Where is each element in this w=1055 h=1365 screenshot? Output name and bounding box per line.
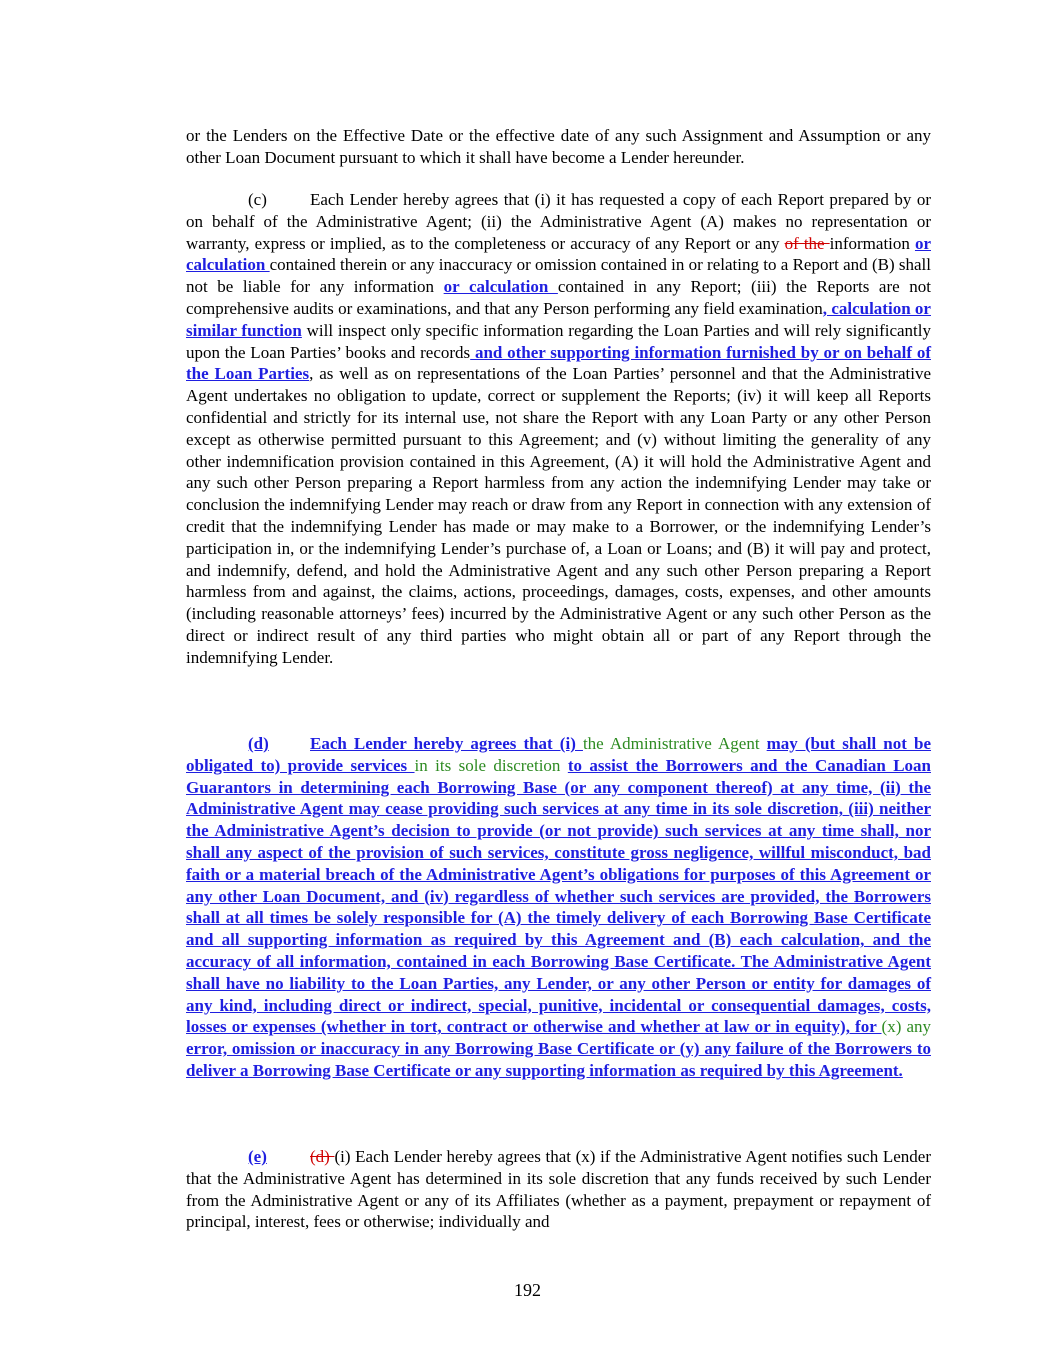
deleted-text: of the: [784, 233, 830, 253]
inserted-text: or calculation: [186, 233, 931, 275]
p2-text-2: information: [829, 233, 915, 253]
moved-text: the Administrative Agent: [582, 734, 767, 753]
inserted-text: Each Lender hereby agrees that (i): [310, 734, 583, 753]
inserted-text: or calculation: [443, 277, 558, 297]
inserted-text: , calculation or similar function: [186, 298, 931, 340]
paragraph-continuation: [186, 125, 931, 169]
inserted-text: to assist the Borrowers and the Canadian Loan Guarantors in determining each Borrowing Base (or any component thereof) at any time, (ii) the Administrative Agent may cease providing such services at any time in its sole discretion, (iii) neither the Administrative Agent’s decision to provide (or not provide) such services at any time shall, nor shall any aspect of the provision of such services, constitute gross negligence, willful misconduct, bad faith or a material breach of the Administrative Agent’s obligations for purposes of this Agreement or any other Loan Document, and (iv) regardless of whether such services are provided, the Borrowers shall at all times be solely responsible for (A) the timely delivery of each Borrowing Base Certificate and all supporting information as required by this Agreement and (B) each calculation, and the accuracy of all information, contained in each Borrowing Base Certificate. The Administrative Agent shall have no liability to the Loan Parties, any Lender, or any other Person or entity for damages of any kind, including direct or indirect, special, punitive, incidental or consequential damages, costs, losses or expenses (whether in tort, contract or otherwise and whether at law or in equity), for: [186, 755, 931, 1037]
inserted-text: may (but shall not be obligated to) provide services: [186, 734, 932, 775]
label-d: (d): [248, 734, 269, 753]
p2-text-6: , as well as on representations of the Loan Parties’ personnel and that the Administrative Agent undertakes no obligation to update, correct or supplement the Reports; (iv) it will keep all Reports confidential and strictly for its internal use, not share the Report with any Loan Party or any other Person except as otherwise permitted pursuant to this Agreement; and (v) without limiting the generality of any other indemnification provision contained in this Agreement, (A) it will hold the Administrative Agent and any such other Person preparing a Report harmless from any action the indemnifying Lender may take or conclusion the indemnifying Lender may reach or draw from any Report in connection with any extension of credit that the indemnifying Lender has made or may make to a Borrower, or the indemnifying Lender’s participation in, or the indemnifying Lender’s purchase of, a Loan or Loans; and (B) it will pay and protect, and indemnify, defend, and hold the Administrative Agent and any such other Person preparing a Report harmless from and against, the claims, actions, proceedings, damages, costs, expenses, and other amounts (including reasonable attorneys’ fees) incurred by the Administrative Agent or any such other Person as the direct or indirect result of any third parties who might obtain all or part of any Report through the indemnifying Lender.: [186, 364, 931, 667]
paragraph-c: [186, 189, 931, 669]
moved-text: (x) any: [881, 1017, 931, 1037]
deleted-text: (d): [310, 1147, 335, 1166]
p2-text-4: contained in any Report; (iii) the Reports are not comprehensive audits or examinations, and that any Person performing any field examination: [186, 277, 931, 318]
p1-text: or the Lenders on the Effective Date or the effective date of any such Assignment and Assumption or any other Loan Document pursuant to which it shall have become a Lender hereunder.: [186, 126, 931, 167]
inserted-text: error, omission or inaccuracy in any Borrowing Base Certificate or (y) any failure of the Borrowers to deliver a Borrowing Base Certificate or any supporting information as required by this Agreement.: [186, 1039, 931, 1080]
paragraph-e: [186, 1146, 931, 1233]
page-number: 192: [514, 1280, 541, 1300]
p2-text-3: contained therein or any inaccuracy or omission contained in or relating to a Report and (B) shall not be liable for any information: [186, 255, 931, 297]
p4-text: (i) Each Lender hereby agrees that (x) if the Administrative Agent notifies such Lender that the Administrative Agent has determined in its sole discretion that any funds received by such Lender from the Administrative Agent or any of its Affiliates (whether as a payment, prepayment or repayment of principal, interest, fees or otherwise; individually and: [186, 1147, 931, 1232]
label-e: (e): [248, 1147, 267, 1166]
p2-text-5: will inspect only specific information regarding the Loan Parties and will rely significantly upon the Loan Parties’ books and records: [186, 320, 932, 362]
inserted-text: and other supporting information furnished by or on behalf of the Loan Parties: [186, 342, 931, 384]
label-c: (c): [248, 190, 267, 209]
moved-text: in its sole discretion: [414, 755, 568, 775]
paragraph-d: [186, 733, 931, 1082]
p2-text-1: Each Lender hereby agrees that (i) it has requested a copy of each Report prepared by or on behalf of the Administrative Agent; (ii) the Administrative Agent (A) makes no representation or warranty, express or implied, as to the completeness or accuracy of any Report or any: [186, 190, 931, 253]
